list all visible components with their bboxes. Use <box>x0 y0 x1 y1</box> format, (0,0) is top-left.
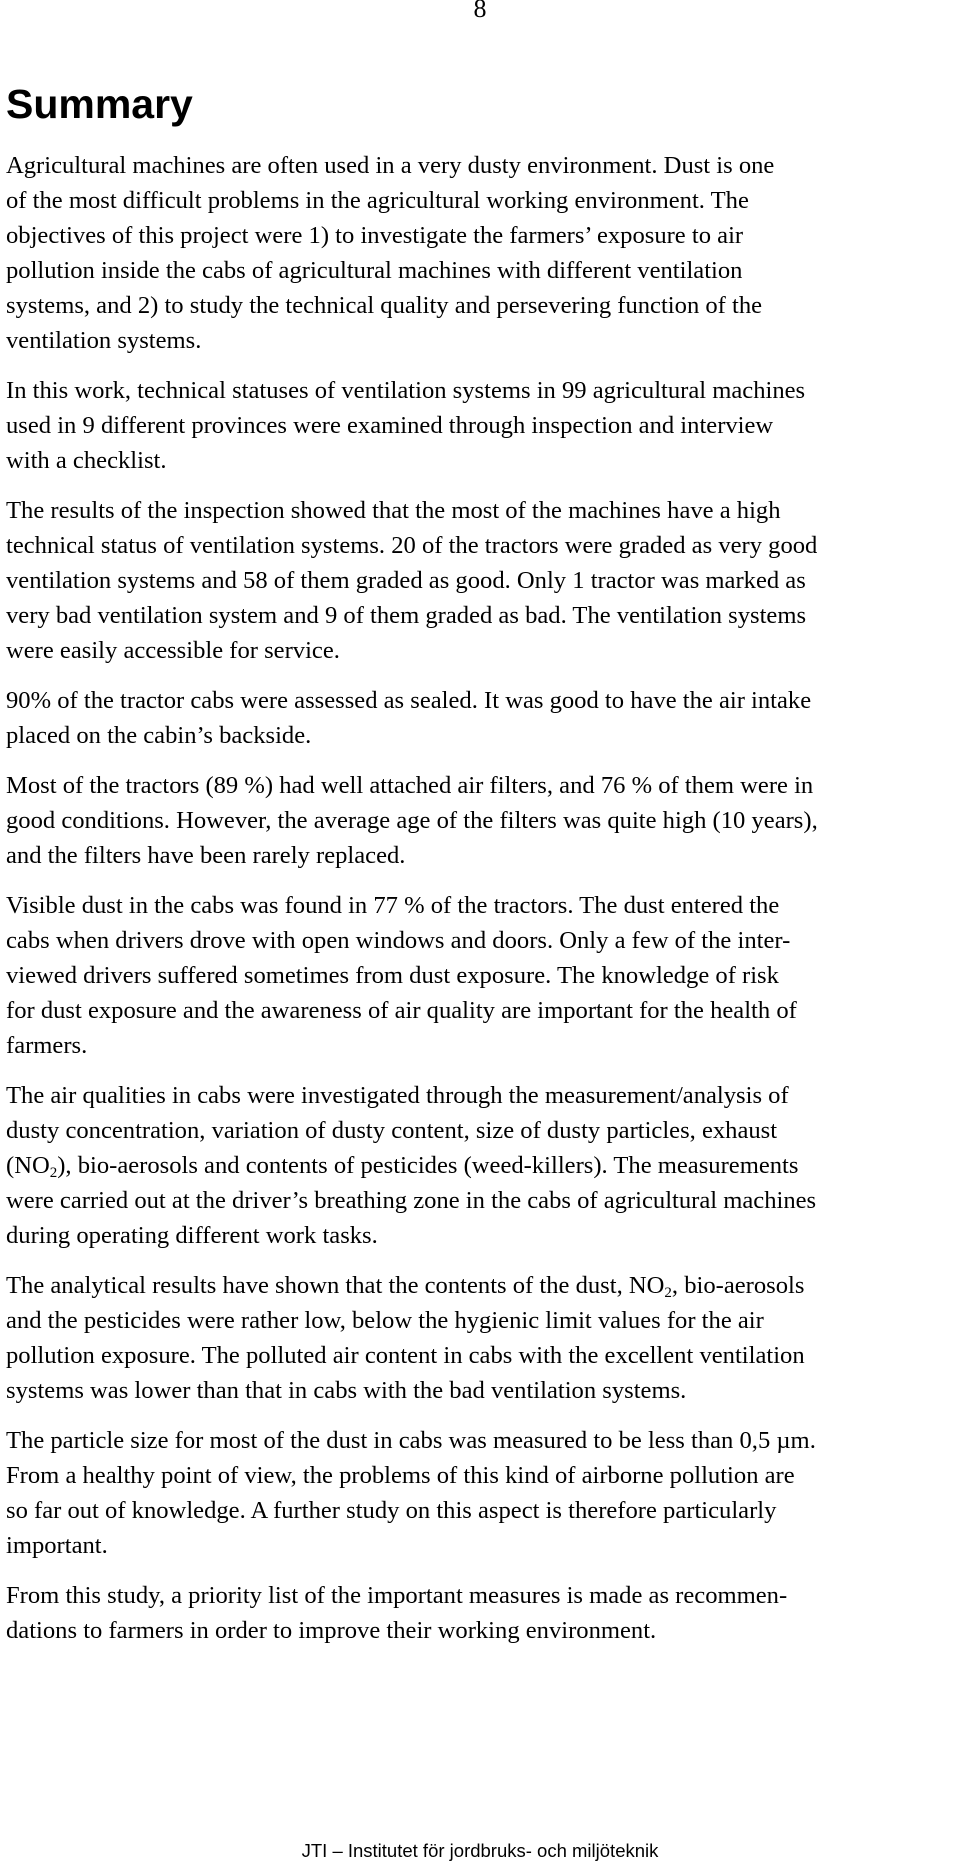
paragraph-line: and the filters have been rarely replaced. <box>6 842 406 869</box>
paragraph-line: pollution inside the cabs of agricultural machines with different ventilation <box>6 257 743 284</box>
summary-paragraph <box>6 1078 958 1253</box>
paragraph-line: were easily accessible for service. <box>6 637 340 664</box>
page-number: 8 <box>473 0 487 23</box>
paragraph-line: The analytical results have shown that the contents of the dust, $NO_2$, bio-aerosols <box>6 1272 805 1301</box>
paragraph-line: with a checklist. <box>6 447 167 474</box>
summary-paragraph <box>6 493 958 668</box>
paragraph-line: viewed drivers suffered sometimes from dust exposure. The knowledge of risk <box>6 962 779 989</box>
summary-paragraph <box>6 888 958 1063</box>
paragraph-line: ventilation systems and 58 of them graded as good. Only 1 tractor was marked as <box>6 567 806 594</box>
paragraph-line: Agricultural machines are often used in a very dusty environment. Dust is one <box>6 152 775 179</box>
paragraph-line: during operating different work tasks. <box>6 1222 378 1249</box>
paragraph-line: 90% of the tractor cabs were assessed as sealed. It was good to have the air intake <box>6 687 812 714</box>
paragraph-line: The results of the inspection showed that the most of the machines have a high <box>6 497 781 524</box>
paragraph-line: The air qualities in cabs were investigated through the measurement/analysis of <box>6 1082 789 1109</box>
paragraph-line: dations to farmers in order to improve their working environment. <box>6 1617 657 1644</box>
paragraph-line: and the pesticides were rather low, below the hygienic limit values for the air <box>6 1307 764 1334</box>
paragraph-line: The particle size for most of the dust in cabs was measured to be less than 0,5 µm. <box>6 1427 816 1454</box>
paragraph-line: were carried out at the driver’s breathing zone in the cabs of agricultural machines <box>6 1187 817 1214</box>
paragraph-line: Visible dust in the cabs was found in 77 % of the tractors. The dust entered the <box>6 892 780 919</box>
paragraph-line: good conditions. However, the average age of the filters was quite high (10 years), <box>6 807 818 834</box>
page-title: Summary <box>6 81 193 127</box>
paragraph-line: systems, and 2) to study the technical quality and persevering function of the <box>6 292 763 319</box>
summary-paragraph <box>6 1268 958 1408</box>
paragraph-line: cabs when drivers drove with open windows and doors. Only a few of the inter- <box>6 927 791 954</box>
paragraph-line: placed on the cabin’s backside. <box>6 722 312 749</box>
paragraph-line: technical status of ventilation systems. 20 of the tractors were graded as very good <box>6 532 818 559</box>
paragraph-line: In this work, technical statuses of ventilation systems in 99 agricultural machines <box>6 377 806 404</box>
summary-paragraph <box>6 1578 958 1648</box>
paragraph-line: From this study, a priority list of the important measures is made as recommen- <box>6 1582 788 1609</box>
paragraph-line: systems was lower than that in cabs with the bad ventilation systems. <box>6 1377 687 1404</box>
paragraph-line: of the most difficult problems in the agricultural working environment. The <box>6 187 749 214</box>
summary-paragraph <box>6 683 958 753</box>
paragraph-line: pollution exposure. The polluted air content in cabs with the excellent ventilation <box>6 1342 805 1369</box>
summary-body <box>6 148 958 1663</box>
paragraph-line: farmers. <box>6 1032 88 1059</box>
paragraph-line: used in 9 different provinces were examined through inspection and interview <box>6 412 774 439</box>
page-footer: JTI – Institutet för jordbruks- och miljöteknik <box>301 1840 659 1861</box>
paragraph-line: Most of the tractors (89 %) had well attached air filters, and 76 % of them were in <box>6 772 814 799</box>
summary-paragraph <box>6 1423 958 1563</box>
paragraph-line: $(NO_2)$, bio-aerosols and contents of pesticides (weed-killers). The measurements <box>6 1152 799 1181</box>
summary-paragraph <box>6 373 958 478</box>
summary-paragraph <box>6 148 958 358</box>
paragraph-line: very bad ventilation system and 9 of them graded as bad. The ventilation systems <box>6 602 807 629</box>
paragraph-line: dusty concentration, variation of dusty content, size of dusty particles, exhaust <box>6 1117 778 1144</box>
paragraph-line: ventilation systems. <box>6 327 202 354</box>
paragraph-line: for dust exposure and the awareness of air quality are important for the health of <box>6 997 797 1024</box>
paragraph-line: so far out of knowledge. A further study on this aspect is therefore particularly <box>6 1497 777 1524</box>
paragraph-line: objectives of this project were 1) to investigate the farmers’ exposure to air <box>6 222 744 249</box>
paragraph-line: important. <box>6 1532 108 1559</box>
summary-paragraph <box>6 768 958 873</box>
paragraph-line: From a healthy point of view, the problems of this kind of airborne pollution are <box>6 1462 795 1489</box>
